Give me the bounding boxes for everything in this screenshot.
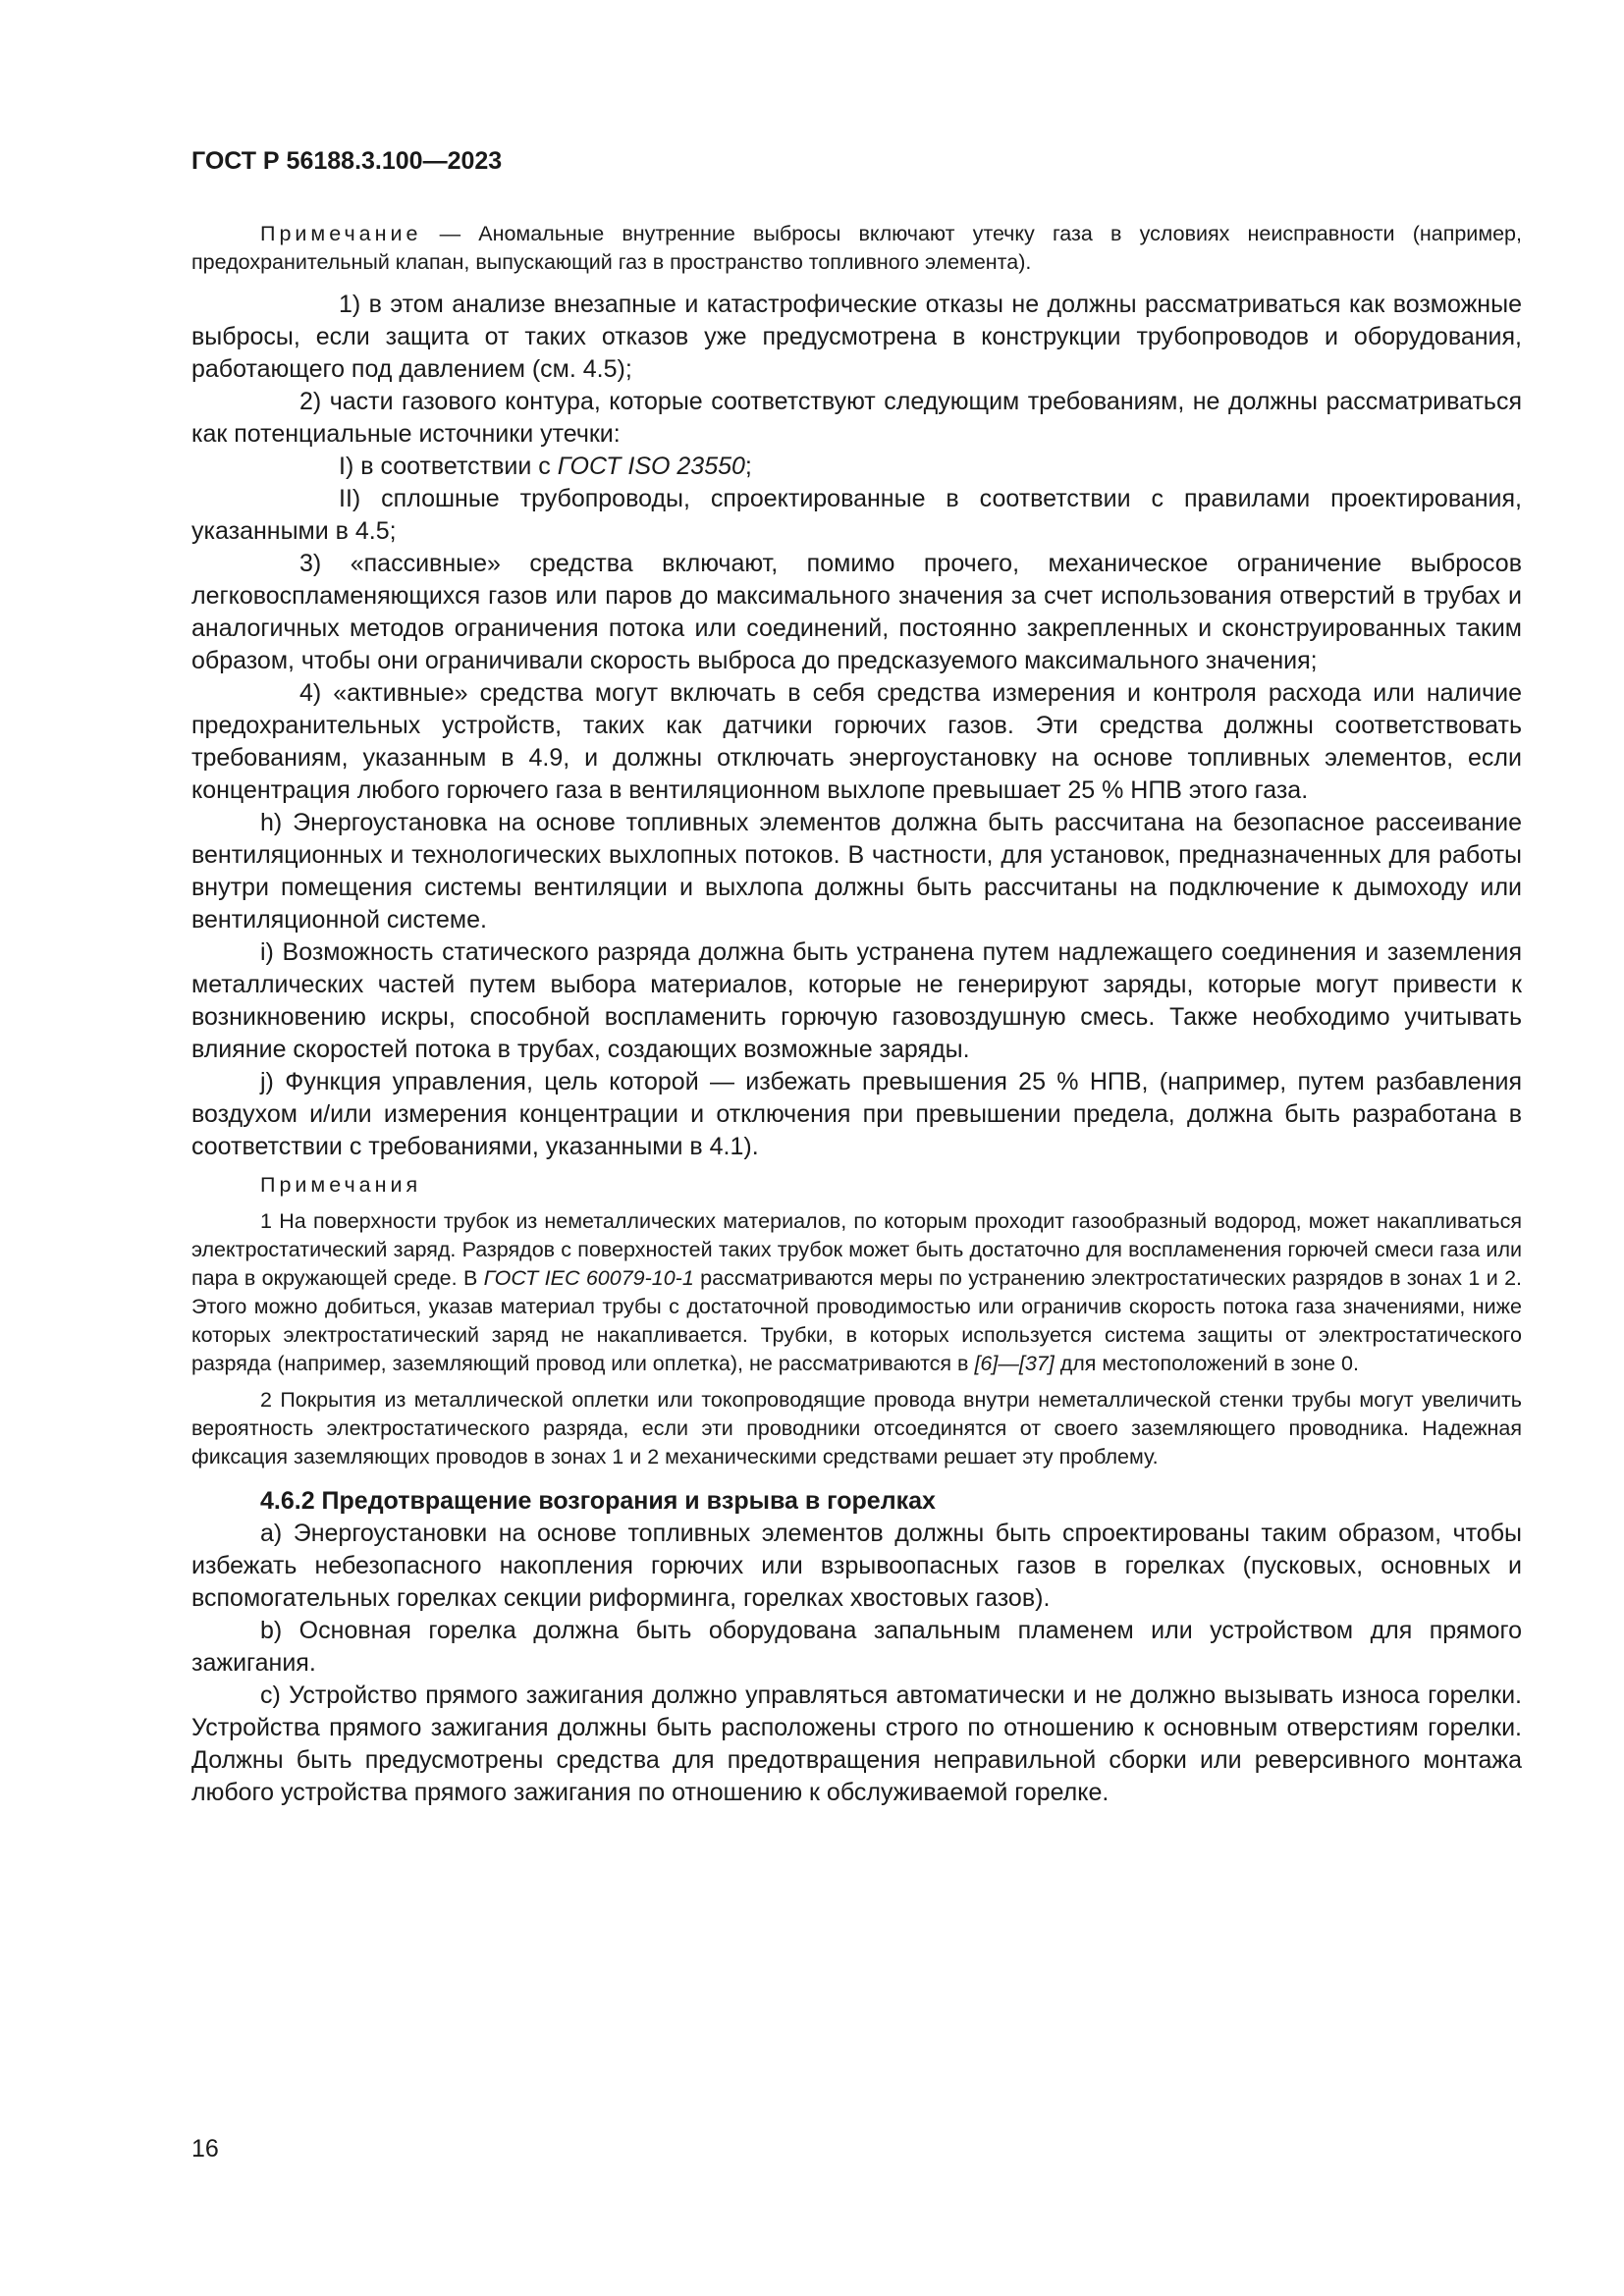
note-label: Примечание	[260, 222, 422, 245]
note-1	[191, 1207, 1522, 1378]
item-2-i-suffix: ;	[744, 453, 752, 480]
list-item-c: c) Устройство прямого зажигания должно управляться автоматически и не должно вызывать износа горелки. Устройства прямого зажигания должны быть расположены строго по отношению к основным отверстиям горелки. Должны быть предусмотрены средства для предотвращения неправильной сборки или реверсивного монтажа любого устройства прямого зажигания по отношению к обслуживаемой горелке.	[191, 1682, 1522, 1806]
note-2: 2 Покрытия из металлической оплетки или токопроводящие провода внутри неметаллической стенки трубы могут увеличить вероятность электростатического разряда, если эти проводники отсоединятся от своего заземляющего проводника. Надежная фиксация заземляющих проводов в зонах 1 и 2 механическими средствами решает эту проблему.	[191, 1388, 1522, 1468]
list-item-2-i	[191, 451, 1522, 483]
list-item-4: 4) «активные» средства могут включать в себя средства измерения и контроля расхода или наличие предохранительных устройств, таких как датчики горючих газов. Эти средства должны соответствовать требованиям, указанным в 4.9, и должны отключать энергоустановку на основе топливных элементов, если концентрация любого горючего газа в вентиляционном выхлопе превышает 25 % НПВ этого газа.	[191, 679, 1522, 804]
bibliography-reference: [6]—[37]	[974, 1352, 1055, 1375]
list-item-2-ii: II) сплошные трубопроводы, спроектированные в соответствии с правилами проектирования, указанными в 4.5;	[191, 485, 1522, 545]
list-item-i: i) Возможность статического разряда должна быть устранена путем надлежащего соединения и заземления металлических частей путем выбора материалов, которые не генерируют заряды, которые могут привести к возникновению искры, способной воспламенить горючую газовоздушную смесь. Также необходимо учитывать влияние скоростей потока в трубах, создающих возможные заряды.	[191, 938, 1522, 1063]
list-item-a: a) Энергоустановки на основе топливных элементов должны быть спроектированы таким образом, чтобы избежать небезопасного накопления горючих или взрывоопасных газов в горелках (пусковых, основных и вспомогательных горелках секции риформинга, горелках хвостовых газов).	[191, 1520, 1522, 1612]
standard-reference: ГОСТ ISO 23550	[557, 453, 745, 480]
note-1-text-a: 1 На поверхности трубок из неметаллических материалов, по которым проходит газообразный водород, может накапливаться электростатический заряд. Разрядов с поверхностей таких трубок может быть достаточно для воспламенения горючей смеси газа или пара в окружающей среде. В	[191, 1209, 1522, 1290]
list-item-j: j) Функция управления, цель которой — избежать превышения 25 % НПВ, (например, путем разбавления воздухом и/или измерения концентрации и отключения при превышении предела, должна быть разработана в соответствии с требованиями, указанными в 4.1).	[191, 1068, 1522, 1160]
list-item-b: b) Основная горелка должна быть оборудована запальным пламенем или устройством для прямого зажигания.	[191, 1617, 1522, 1677]
list-item-2: 2) части газового контура, которые соответствуют следующим требованиям, не должны рассматриваться как потенциальные источники утечки:	[191, 388, 1522, 448]
item-2-i-text: I) в соответствии с	[339, 453, 558, 480]
document-header: ГОСТ Р 56188.3.100—2023	[191, 147, 503, 175]
note-1-text-b: рассматриваются меры по устранению электростатических разрядов в зонах 1 и 2. Этого можно добиться, указав материал трубы с достаточной проводимостью или ограничив скорость потока газа значениями, ниже которых электростатический заряд не накапливается. Трубки, в которых используется система защиты от электростатического разряда (например, заземляющий провод или оплетка), не рассматриваются в	[191, 1266, 1522, 1375]
notes-heading	[191, 1171, 1522, 1200]
section-heading: 4.6.2 Предотвращение возгорания и взрыва в горелках	[260, 1487, 936, 1515]
note-text: — Аномальные внутренние выбросы включают утечку газа в условиях неисправности (например, предохранительный клапан, выпускающий газ в пространство топливного элемента).	[191, 222, 1522, 274]
list-item-3: 3) «пассивные» средства включают, помимо прочего, механическое ограничение выбросов легковоспламеняющихся газов или паров до максимального значения за счет использования отверстий в трубах и аналогичных методов ограничения потока или соединений, постоянно закрепленных и сконструированных таким образом, чтобы они ограничивали скорость выброса до предсказуемого максимального значения;	[191, 550, 1522, 674]
document-page	[191, 147, 1522, 1809]
note-1-text-c: для местоположений в зоне 0.	[1054, 1352, 1359, 1375]
page-number: 16	[191, 2135, 219, 2163]
standard-reference: ГОСТ IEC 60079-10-1	[483, 1266, 694, 1290]
list-item-h: h) Энергоустановка на основе топливных элементов должна быть рассчитана на безопасное рассеивание вентиляционных и технологических выхлопных потоков. В частности, для установок, предназначенных для работы внутри помещения системы вентиляции и выхлопа должны быть рассчитаны на подключение к дымоходу или вентиляционной системе.	[191, 809, 1522, 934]
list-item-1: 1) в этом анализе внезапные и катастрофические отказы не должны рассматриваться как возможные выбросы, если защита от таких отказов уже предусмотрена в конструкции трубопроводов и оборудования, работающего под давлением (см. 4.5);	[191, 291, 1522, 383]
notes-label: Примечания	[260, 1173, 422, 1197]
note-paragraph	[191, 220, 1522, 277]
